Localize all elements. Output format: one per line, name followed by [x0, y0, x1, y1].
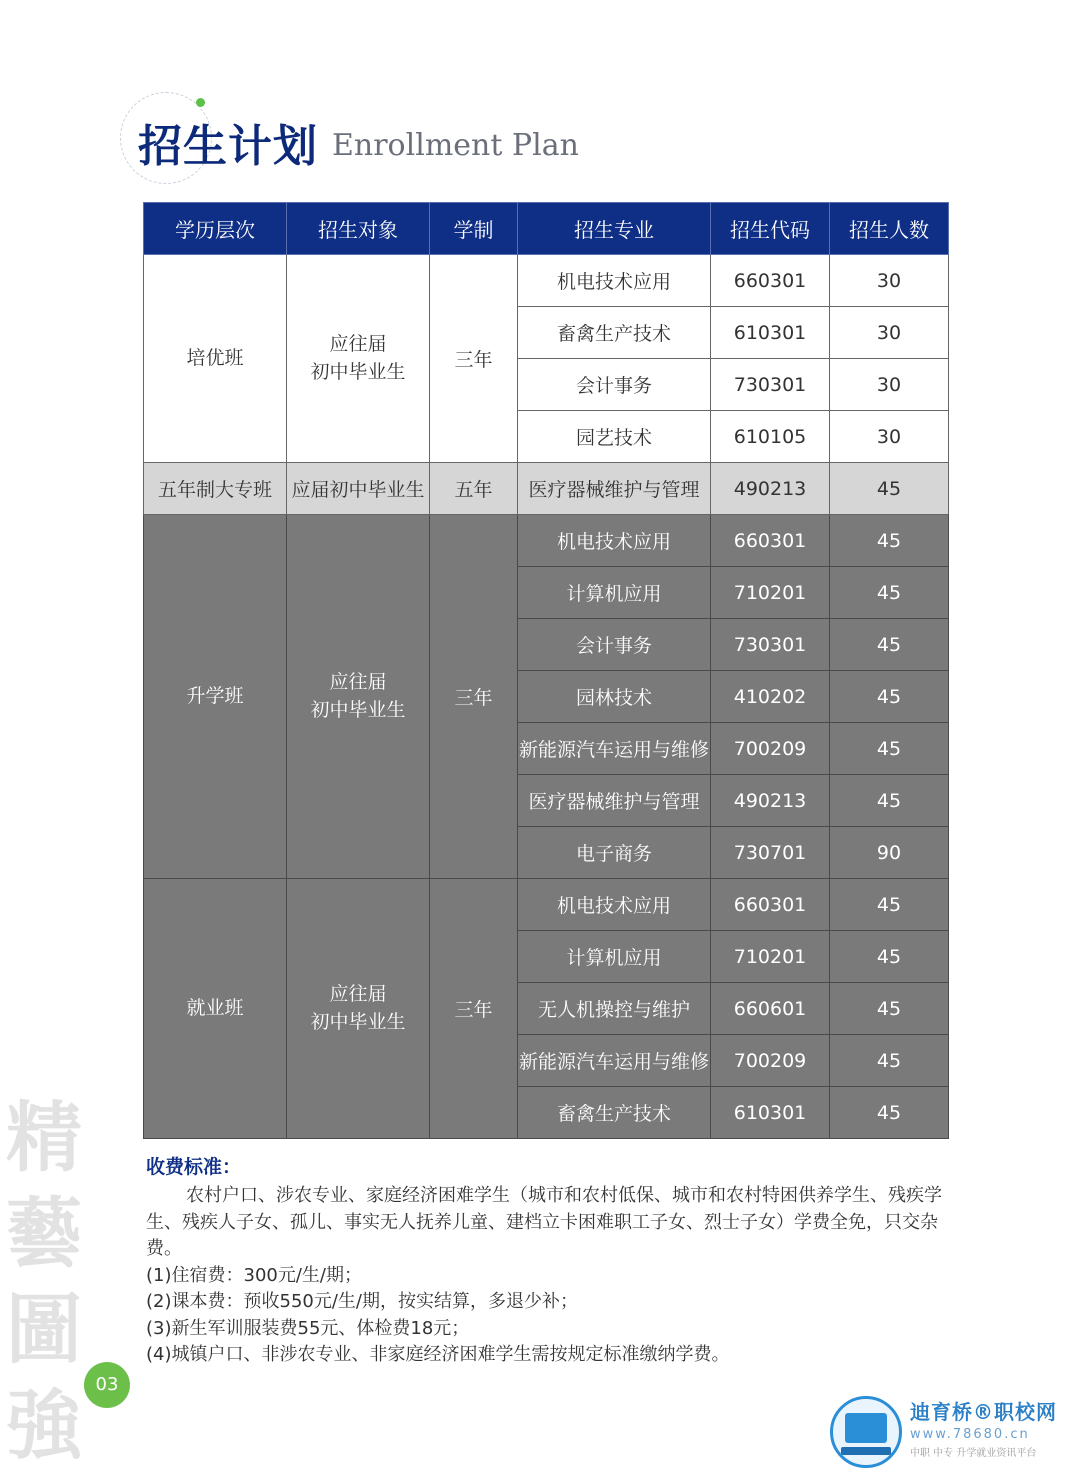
- code-cell: 490213: [711, 775, 830, 827]
- count-cell: 90: [830, 827, 949, 879]
- code-cell: 660301: [711, 515, 830, 567]
- header-major: 招生专业: [518, 203, 711, 255]
- title-english: Enrollment Plan: [332, 128, 579, 163]
- code-cell: 730701: [711, 827, 830, 879]
- header-level: 学历层次: [144, 203, 287, 255]
- fee-item: (2)课本费：预收550元/生/期，按实结算，多退少补；: [146, 1291, 578, 1312]
- table-row: [144, 463, 949, 515]
- header-duration: 学制: [430, 203, 518, 255]
- count-cell: 45: [830, 619, 949, 671]
- count-cell: 45: [830, 983, 949, 1035]
- code-cell: 610105: [711, 411, 830, 463]
- brand-url: www.78680.cn: [910, 1427, 1030, 1442]
- major-cell: 医疗器械维护与管理: [518, 463, 711, 515]
- page-number: 03: [84, 1362, 130, 1408]
- table-row: [144, 515, 949, 567]
- header-count: 招生人数: [830, 203, 949, 255]
- count-cell: 30: [830, 411, 949, 463]
- table-row: [144, 255, 949, 307]
- logo-ribbon-shape: [841, 1447, 891, 1455]
- target-line: 应往届: [329, 332, 387, 355]
- count-cell: 45: [830, 463, 949, 515]
- level-cell: 五年制大专班: [144, 463, 287, 515]
- table-header-row: [144, 203, 949, 255]
- count-cell: 30: [830, 255, 949, 307]
- count-cell: 45: [830, 879, 949, 931]
- code-cell: 730301: [711, 359, 830, 411]
- code-cell: 610301: [711, 1087, 830, 1139]
- code-cell: 710201: [711, 567, 830, 619]
- title-chinese: 招生计划: [138, 121, 318, 172]
- count-cell: 45: [830, 1035, 949, 1087]
- target-line: 初中毕业生: [310, 1010, 406, 1033]
- major-cell: 畜禽生产技术: [518, 1087, 711, 1139]
- target-cell: [287, 879, 430, 1139]
- count-cell: 30: [830, 359, 949, 411]
- calligraphy-watermark: 精藝圖強: [6, 1093, 82, 1470]
- major-cell: 园林技术: [518, 671, 711, 723]
- code-cell: 660601: [711, 983, 830, 1035]
- level-cell: 升学班: [144, 515, 287, 879]
- section-title: [120, 92, 580, 192]
- fee-title: 收费标准：: [146, 1156, 242, 1178]
- target-line: 初中毕业生: [310, 698, 406, 721]
- major-cell: 畜禽生产技术: [518, 307, 711, 359]
- major-cell: 电子商务: [518, 827, 711, 879]
- major-cell: 会计事务: [518, 359, 711, 411]
- header-target: 招生对象: [287, 203, 430, 255]
- code-cell: 710201: [711, 931, 830, 983]
- major-cell: 计算机应用: [518, 567, 711, 619]
- count-cell: 45: [830, 671, 949, 723]
- count-cell: 45: [830, 723, 949, 775]
- code-cell: 410202: [711, 671, 830, 723]
- major-cell: 新能源汽车运用与维修: [518, 1035, 711, 1087]
- target-line: 初中毕业生: [310, 360, 406, 383]
- duration-cell: 三年: [430, 879, 518, 1139]
- major-cell: 园艺技术: [518, 411, 711, 463]
- code-cell: 730301: [711, 619, 830, 671]
- duration-cell: 三年: [430, 515, 518, 879]
- major-cell: 机电技术应用: [518, 515, 711, 567]
- enrollment-table: [143, 202, 949, 1139]
- major-cell: 会计事务: [518, 619, 711, 671]
- code-cell: 700209: [711, 1035, 830, 1087]
- duration-cell: 三年: [430, 255, 518, 463]
- duration-cell: 五年: [430, 463, 518, 515]
- major-cell: 机电技术应用: [518, 255, 711, 307]
- header-code: 招生代码: [711, 203, 830, 255]
- title-dot-decoration: [196, 98, 205, 107]
- count-cell: 45: [830, 775, 949, 827]
- code-cell: 490213: [711, 463, 830, 515]
- code-cell: 660301: [711, 255, 830, 307]
- major-cell: 机电技术应用: [518, 879, 711, 931]
- fee-item: (4)城镇户口、非涉农专业、非家庭经济困难学生需按规定标准缴纳学费。: [146, 1344, 730, 1365]
- major-cell: 医疗器械维护与管理: [518, 775, 711, 827]
- code-cell: 610301: [711, 307, 830, 359]
- code-cell: 700209: [711, 723, 830, 775]
- target-cell: [287, 515, 430, 879]
- brand-block: [910, 1396, 1075, 1459]
- major-cell: 计算机应用: [518, 931, 711, 983]
- target-line: 应往届: [329, 982, 387, 1005]
- brand-name: 迪育桥®职校网: [910, 1400, 1057, 1424]
- brand-slogan: 中职 中专 升学就业资讯平台: [910, 1448, 1037, 1459]
- major-cell: 新能源汽车运用与维修: [518, 723, 711, 775]
- major-cell: 无人机操控与维护: [518, 983, 711, 1035]
- table-row: [144, 879, 949, 931]
- count-cell: 30: [830, 307, 949, 359]
- logo-building-shape: [845, 1413, 887, 1443]
- fee-item: (3)新生军训服装费55元、体检费18元；: [146, 1317, 470, 1339]
- code-cell: 660301: [711, 879, 830, 931]
- fee-item: (1)住宿费：300元/生/期；: [146, 1264, 362, 1286]
- level-cell: 就业班: [144, 879, 287, 1139]
- count-cell: 45: [830, 931, 949, 983]
- target-line: 应往届: [329, 670, 387, 693]
- level-cell: 培优班: [144, 255, 287, 463]
- target-cell: 应届初中毕业生: [287, 463, 430, 515]
- count-cell: 45: [830, 567, 949, 619]
- count-cell: 45: [830, 1087, 949, 1139]
- fee-intro: 农村户口、涉农专业、家庭经济困难学生（城市和农村低保、城市和农村特困供养学生、残疾学生、残疾人子女、孤儿、事实无人抚养儿童、建档立卡困难职工子女、烈士子女）学费全免，只交杂费。: [146, 1185, 942, 1259]
- brand-logo-icon: [830, 1396, 902, 1468]
- count-cell: 45: [830, 515, 949, 567]
- fee-standards: [146, 1152, 958, 1369]
- target-cell: [287, 255, 430, 463]
